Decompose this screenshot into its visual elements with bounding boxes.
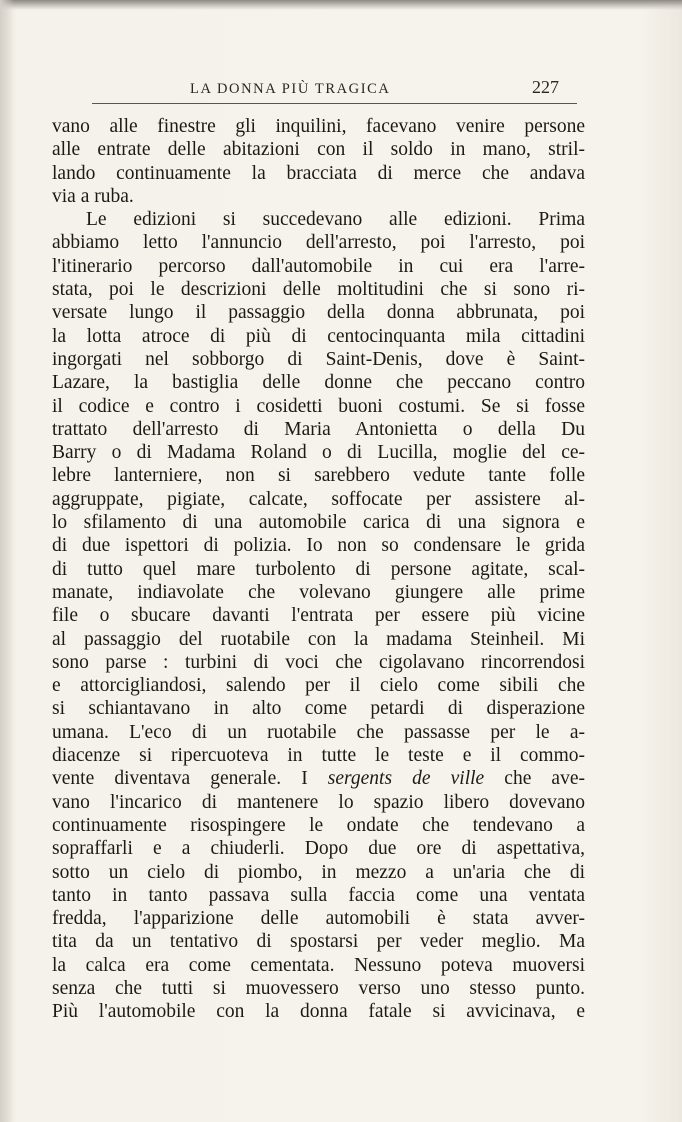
text-line: Più l'automobile con la donna fatale si avvicinava, e [52, 1001, 585, 1023]
text-segment: vente diventava generale. I [52, 768, 328, 790]
text-line: fredda, l'apparizione delle automobili è stata avver- [52, 908, 585, 930]
text-line: via a ruba. [52, 185, 134, 207]
text-line: vano l'incarico di mantenere lo spazio libero dovevano [52, 791, 585, 813]
text-line: di tutto quel mare turbolento di persone agitate, scal- [52, 558, 585, 580]
text-line: ingorgati nel sobborgo di Saint-Denis, dove è Saint- [52, 348, 585, 370]
text-line: lo sfilamento di una automobile carica di una signora e [52, 512, 585, 534]
text-line: abbiamo letto l'annuncio dell'arresto, poi l'arresto, poi [52, 232, 585, 254]
text-line: sopraffarli e a chiuderli. Dopo due ore di aspettativa, [52, 838, 585, 860]
text-line: continuamente risospingere le ondate che tendevano a [52, 814, 585, 836]
text-line: alle entrate delle abitazioni con il soldo in mano, stril- [52, 139, 585, 161]
text-line: tita da un tentativo di spostarsi per veder meglio. Ma [52, 931, 585, 953]
text-line: la lotta atroce di più di centocinquanta mila cittadini [52, 325, 585, 347]
text-line: di due ispettori di polizia. Io non so condensare le grida [52, 535, 585, 557]
text-line: aggruppate, pigiate, calcate, soffocate per assistere al- [52, 488, 585, 510]
scan-left-edge [0, 0, 14, 1122]
text-line: senza che tutti si muovessero verso uno stesso punto. [52, 977, 585, 999]
text-line: stata, poi le descrizioni delle moltitudini che si sono ri- [52, 279, 585, 301]
text-line: manate, indiavolate che volevano giungere alle prime [52, 581, 585, 603]
text-line: trattato dell'arresto di Maria Antonietta o della Du [52, 418, 585, 440]
text-line: al passaggio del ruotabile con la madama Steinheil. Mi [52, 628, 585, 650]
text-line: lando continuamente la bracciata di merce che andava [52, 162, 585, 184]
text-line: e attorcigliandosi, salendo per il cielo come sibili che [52, 675, 585, 697]
text-line: si schiantavano in alto come petardi di disperazione [52, 698, 585, 720]
body-text [52, 115, 585, 1024]
text-line-with-italic [52, 767, 585, 790]
text-line: il codice e contro i cosidetti buoni costumi. Se si fosse [52, 395, 585, 417]
scan-top-edge [0, 0, 682, 10]
running-head [0, 77, 682, 101]
text-line: tanto in tanto passava sulla faccia come una ventata [52, 884, 585, 906]
text-line: file o sbucare davanti l'entrata per essere più vicine [52, 605, 585, 627]
text-line: Barry o di Madama Roland o di Lucilla, moglie del ce- [52, 442, 585, 464]
text-line: Le edizioni si succedevano alle edizioni. Prima [86, 209, 585, 231]
text-line: sono parse : turbini di voci che cigolavano rincorrendosi [52, 651, 585, 673]
text-line: la calca era come cementata. Nessuno poteva muoversi [52, 954, 585, 976]
text-line: versate lungo il passaggio della donna abbrunata, poi [52, 302, 585, 324]
text-segment: che ave- [484, 768, 585, 790]
header-rule [92, 103, 577, 104]
text-line: l'itinerario percorso dall'automobile in cui era l'arre- [52, 255, 585, 277]
running-title: LA DONNA PIÙ TRAGICA [190, 81, 391, 97]
text-line: lebre lanterniere, non si sarebbero vedute tante folle [52, 465, 585, 487]
text-line: diacenze si ripercuoteva in tutte le teste e il commo- [52, 745, 585, 767]
text-line: sotto un cielo di piombo, in mezzo a un'aria che di [52, 861, 585, 883]
text-line: Lazare, la bastiglia delle donne che peccano contro [52, 372, 585, 394]
text-line: vano alle finestre gli inquilini, facevano venire persone [52, 116, 585, 137]
italic-phrase: sergents de ville [327, 768, 485, 790]
page-number: 227 [532, 77, 559, 97]
text-line: umana. L'eco di un ruotabile che passasse per le a- [52, 721, 585, 743]
